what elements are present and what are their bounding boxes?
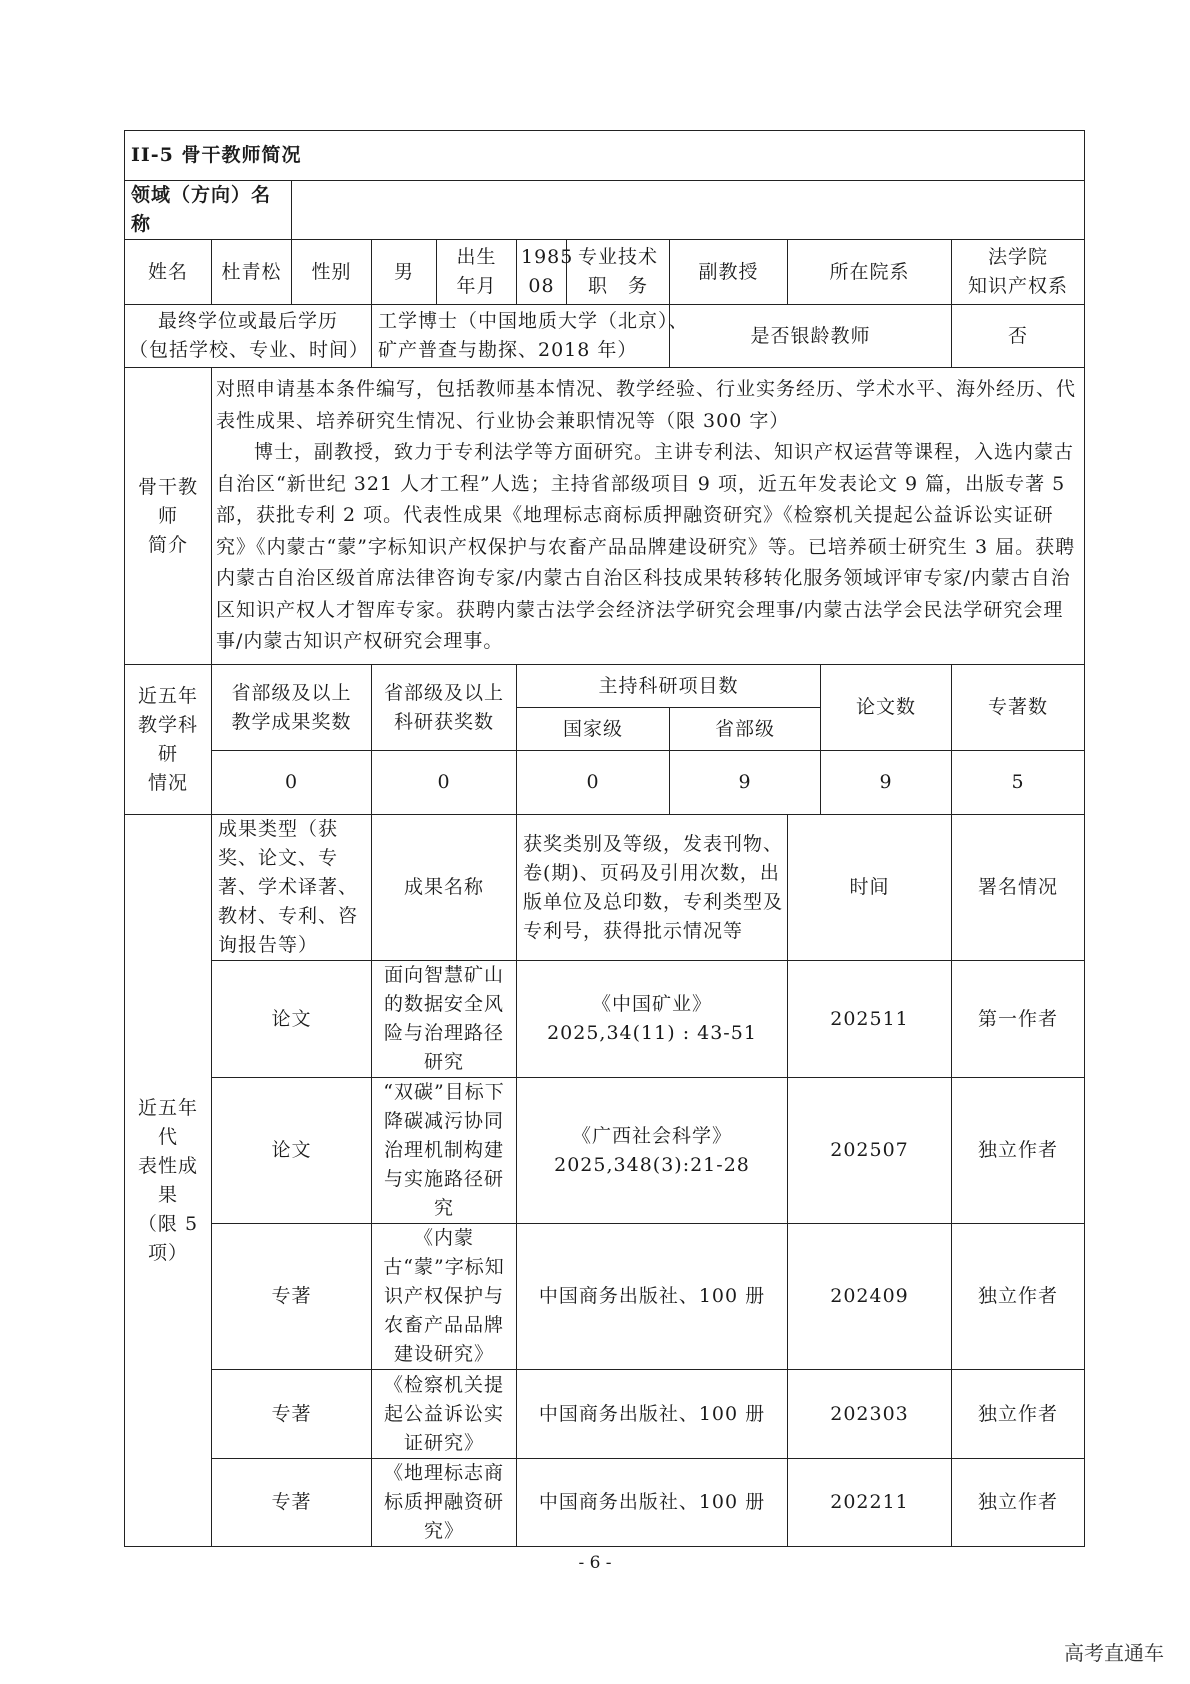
intro-body: 博士，副教授，致力于专利法学等方面研究。主讲专利法、知识产权运营等课程，入选内蒙古自治区“新世纪 321 人才工程”人选；主持省部级项目 9 项，近五年发表论文 9 篇，出版专著 5 部，获批专利 2 项。代表性成果《地理标志商标质押融资研究》《检察机关提起公益诉讼实证研究》《内蒙古“蒙”字标知识产权保护与农畜产品品牌建设研究》等。已培养硕士研究生 3 届。获聘内蒙古自治区级首席法律咨询专家/内蒙古自治区科技成果转移转化服务领域评审专家/内蒙古自治区知识产权人才智库专家。获聘内蒙古法学会经济法学研究会理事/内蒙古法学会民法学研究会理事/内蒙古知识产权研究会理事。 <box>216 441 1076 652</box>
silver-teacher-value: 否 <box>952 305 1085 368</box>
teacher-profile-form <box>124 130 1085 1547</box>
achievement-name: 《检察机关提起公益诉讼实证研究》 <box>372 1370 517 1459</box>
teaching-award-header <box>212 665 372 751</box>
intro-content <box>212 368 1085 665</box>
dept-label: 所在院系 <box>788 240 952 305</box>
stats-label-line-1: 近五年 <box>137 684 198 707</box>
title-label-line-1: 专业技术 <box>577 246 658 268</box>
intro-label-line-1: 骨干教师 <box>137 475 198 527</box>
achievement-name-header: 成果名称 <box>372 815 517 961</box>
achievement-time: 202409 <box>788 1224 952 1370</box>
research-award-header <box>372 665 517 751</box>
achievement-detail-line-1: 《中国矿业》 <box>591 993 712 1015</box>
name-label: 姓名 <box>125 240 212 305</box>
birth-label <box>437 240 517 305</box>
intro-label <box>125 368 212 665</box>
dept-value-line-1: 法学院 <box>987 246 1048 268</box>
name-value: 杜青松 <box>212 240 292 305</box>
gender-value: 男 <box>372 240 437 305</box>
provincial-projects-header: 省部级 <box>670 708 821 751</box>
watermark-text: 高考直通车 <box>1064 1641 1164 1665</box>
achievement-type: 论文 <box>212 1078 372 1224</box>
papers-value: 9 <box>821 751 952 815</box>
projects-header: 主持科研项目数 <box>517 665 821 708</box>
achievement-time-header: 时间 <box>788 815 952 961</box>
title-value: 副教授 <box>670 240 788 305</box>
achievement-detail: 中国商务出版社、100 册 <box>517 1459 788 1547</box>
field-value <box>292 181 1085 240</box>
achievements-label <box>125 815 212 1547</box>
achievements-label-line-1: 近五年代 <box>137 1096 198 1148</box>
achievement-author-header: 署名情况 <box>952 815 1085 961</box>
achievement-type: 专著 <box>212 1370 372 1459</box>
teaching-award-value: 0 <box>212 751 372 815</box>
achievements-label-line-2: 表性成果 <box>137 1154 198 1206</box>
birth-value-month: 08 <box>528 275 555 297</box>
stats-label <box>125 665 212 815</box>
achievement-author: 独立作者 <box>952 1459 1085 1547</box>
degree-label-line-1: 最终学位或最后学历 <box>157 310 338 332</box>
research-award-value: 0 <box>372 751 517 815</box>
achievement-time: 202211 <box>788 1459 952 1547</box>
stats-label-line-3: 情况 <box>147 771 188 794</box>
achievement-author: 独立作者 <box>952 1078 1085 1224</box>
achievement-detail-header: 获奖类别及等级，发表刊物、卷(期)、页码及引用次数，出版单位及总印数，专利类型及专利号，获得批示情况等 <box>517 815 788 961</box>
research-award-header-line-2: 科研获奖数 <box>393 710 494 733</box>
achievement-detail-line-2: 2025,34(11) : 43-51 <box>547 1022 757 1044</box>
degree-value-line-1: 工学博士（中国地质大学（北京）、 <box>378 310 689 332</box>
provincial-projects-value: 9 <box>670 751 821 815</box>
birth-label-line-1: 出生 <box>456 246 497 268</box>
achievement-name: 面向智慧矿山的数据安全风险与治理路径研究 <box>372 961 517 1078</box>
gender-label: 性别 <box>292 240 372 305</box>
degree-value-line-2: 矿产普查与勘探、2018 年） <box>378 339 638 361</box>
achievement-author: 独立作者 <box>952 1224 1085 1370</box>
intro-instruction: 对照申请基本条件编写，包括教师基本情况、教学经验、行业实务经历、学术水平、海外经历、代表性成果、培养研究生情况、行业协会兼职情况等（限 300 字） <box>216 378 1077 432</box>
achievement-type: 专著 <box>212 1224 372 1370</box>
dept-value-line-2: 知识产权系 <box>967 275 1068 297</box>
achievement-name: 《地理标志商标质押融资研究》 <box>372 1459 517 1547</box>
achievement-time: 202511 <box>788 961 952 1078</box>
dept-value <box>952 240 1085 305</box>
achievement-name: “双碳”目标下降碳减污协同治理机制构建与实施路径研究 <box>372 1078 517 1224</box>
national-projects-header: 国家级 <box>517 708 670 751</box>
birth-value <box>517 240 574 305</box>
achievement-detail <box>517 961 788 1078</box>
teaching-award-header-line-2: 教学成果奖数 <box>231 710 352 733</box>
intro-label-line-2: 简介 <box>147 533 188 556</box>
section-title: II-5 骨干教师简况 <box>125 131 1085 181</box>
research-award-header-line-1: 省部级及以上 <box>383 681 504 704</box>
field-label: 领域（方向）名称 <box>125 181 292 240</box>
national-projects-value: 0 <box>517 751 670 815</box>
achievement-time: 202507 <box>788 1078 952 1224</box>
achievement-type-header: 成果类型（获奖、论文、专著、学术译著、教材、专利、咨询报告等） <box>212 815 372 961</box>
achievement-type: 专著 <box>212 1459 372 1547</box>
books-value: 5 <box>952 751 1085 815</box>
stats-label-line-2: 教学科研 <box>137 713 198 765</box>
teaching-award-header-line-1: 省部级及以上 <box>231 681 352 704</box>
achievement-type: 论文 <box>212 961 372 1078</box>
achievement-time: 202303 <box>788 1370 952 1459</box>
achievement-name: 《内蒙古“蒙”字标知识产权保护与农畜产品品牌建设研究》 <box>372 1224 517 1370</box>
achievement-detail: 中国商务出版社、100 册 <box>517 1224 788 1370</box>
books-header: 专著数 <box>952 665 1085 751</box>
silver-teacher-label: 是否银龄教师 <box>670 305 952 368</box>
degree-value <box>372 305 689 368</box>
title-label-line-2: 职 务 <box>587 275 648 297</box>
achievement-detail: 中国商务出版社、100 册 <box>517 1370 788 1459</box>
achievement-detail-line-2: 2025,348(3):21-28 <box>554 1153 750 1176</box>
birth-value-year: 1985 <box>521 246 574 268</box>
achievement-author: 第一作者 <box>952 961 1085 1078</box>
achievement-detail-line-1: 《广西社会科学》 <box>571 1124 732 1147</box>
title-label <box>567 240 670 305</box>
birth-label-line-2: 年月 <box>456 275 497 297</box>
page-number: - 6 - <box>578 1553 612 1573</box>
achievement-author: 独立作者 <box>952 1370 1085 1459</box>
degree-label-line-2: （包括学校、专业、时间） <box>129 339 370 361</box>
degree-label <box>125 305 372 368</box>
achievements-label-line-3: （限 5 项） <box>137 1212 199 1264</box>
papers-header: 论文数 <box>821 665 952 751</box>
achievement-detail <box>517 1078 788 1224</box>
